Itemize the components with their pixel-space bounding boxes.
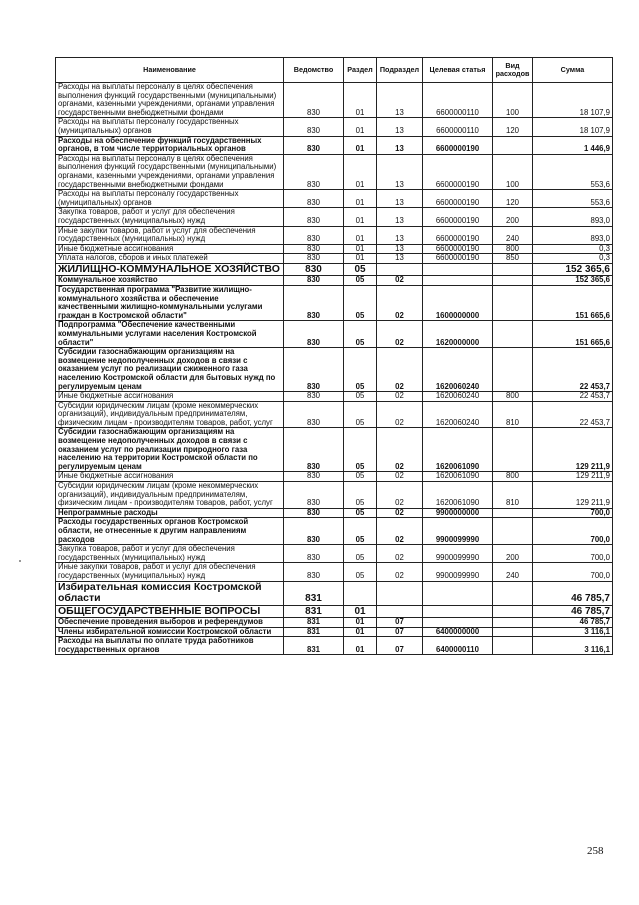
cell-type (493, 263, 533, 276)
cell-type (493, 285, 533, 320)
table-row (56, 208, 613, 226)
cell-name: Иные бюджетные ассигнования (56, 392, 284, 402)
cell-sum: 22 453,7 (533, 401, 613, 428)
cell-subsection (377, 581, 423, 605)
cell-name: Обеспечение проведения выборов и референдумов (56, 618, 284, 628)
cell-type: 120 (493, 118, 533, 136)
table-row (56, 83, 613, 118)
cell-target: 1620060240 (423, 401, 493, 428)
cell-sum: 22 453,7 (533, 348, 613, 392)
cell-subsection: 07 (377, 627, 423, 637)
cell-sum: 700,0 (533, 508, 613, 518)
cell-sum: 553,6 (533, 154, 613, 189)
cell-dept: 830 (284, 254, 344, 264)
cell-subsection: 02 (377, 518, 423, 545)
cell-subsection: 07 (377, 618, 423, 628)
cell-name: Закупка товаров, работ и услуг для обеспечения государственных (муниципальных) нужд (56, 208, 284, 226)
cell-type (493, 637, 533, 655)
cell-target: 1620061090 (423, 428, 493, 472)
cell-target: 1620061090 (423, 472, 493, 482)
cell-name: Иные закупки товаров, работ и услуг для обеспечения государственных (муниципальных) нужд (56, 226, 284, 244)
cell-dept: 830 (284, 263, 344, 276)
cell-section: 05 (344, 401, 377, 428)
cell-subsection (377, 605, 423, 618)
cell-subsection: 13 (377, 118, 423, 136)
cell-sum: 0,3 (533, 254, 613, 264)
cell-subsection: 02 (377, 285, 423, 320)
cell-section: 05 (344, 276, 377, 286)
cell-subsection (377, 263, 423, 276)
cell-section: 05 (344, 518, 377, 545)
cell-name: Расходы на выплаты персоналу государственных (муниципальных) органов (56, 190, 284, 208)
cell-name: Члены избирательной комиссии Костромской области (56, 627, 284, 637)
table-row (56, 118, 613, 136)
cell-sum: 152 365,6 (533, 276, 613, 286)
cell-section: 01 (344, 605, 377, 618)
cell-section: 05 (344, 321, 377, 348)
cell-sum: 700,0 (533, 518, 613, 545)
cell-name: Подпрограмма "Обеспечение качественными коммунальными услугами населения Костромской области" (56, 321, 284, 348)
cell-dept: 831 (284, 605, 344, 618)
cell-name: Расходы на выплаты по оплате труда работников государственных органов (56, 637, 284, 655)
cell-sum: 18 107,9 (533, 118, 613, 136)
table-row (56, 605, 613, 618)
table-body (56, 83, 613, 655)
cell-section: 01 (344, 254, 377, 264)
cell-type (493, 605, 533, 618)
cell-type (493, 581, 533, 605)
cell-dept: 830 (284, 208, 344, 226)
cell-type (493, 618, 533, 628)
cell-name: Субсидии юридическим лицам (кроме некоммерческих организаций), индивидуальным предпринимателям, физическим лицам - производителям товаров, работ, услуг (56, 401, 284, 428)
cell-dept: 830 (284, 226, 344, 244)
cell-section: 01 (344, 154, 377, 189)
table-row (56, 348, 613, 392)
header-subsection: Подраздел (377, 58, 423, 83)
cell-section: 05 (344, 263, 377, 276)
table-row (56, 518, 613, 545)
cell-dept: 830 (284, 428, 344, 472)
cell-sum: 152 365,6 (533, 263, 613, 276)
cell-dept: 830 (284, 136, 344, 154)
table-row (56, 637, 613, 655)
table-row (56, 285, 613, 320)
cell-name: Расходы на обеспечение функций государственных органов, в том числе территориальных органов (56, 136, 284, 154)
cell-name: Расходы на выплаты персоналу в целях обеспечения выполнения функций государственными (муниципальными) органами, казенными учреждениями, органами управления государственными внебюджетными фондами (56, 83, 284, 118)
cell-sum: 0,3 (533, 244, 613, 254)
cell-subsection: 02 (377, 563, 423, 581)
cell-target: 6600000190 (423, 244, 493, 254)
cell-dept: 830 (284, 118, 344, 136)
table-row (56, 428, 613, 472)
cell-section: 01 (344, 83, 377, 118)
cell-target: 9900099990 (423, 518, 493, 545)
table-row (56, 563, 613, 581)
cell-subsection: 02 (377, 392, 423, 402)
table-row (56, 263, 613, 276)
cell-name: Избирательная комиссия Костромской области (56, 581, 284, 605)
table-row (56, 401, 613, 428)
cell-sum: 46 785,7 (533, 618, 613, 628)
cell-dept: 830 (284, 392, 344, 402)
cell-name: Коммунальное хозяйство (56, 276, 284, 286)
cell-section: 05 (344, 285, 377, 320)
cell-target: 1620000000 (423, 321, 493, 348)
cell-section: 05 (344, 563, 377, 581)
cell-sum: 18 107,9 (533, 83, 613, 118)
cell-sum: 700,0 (533, 545, 613, 563)
table-row (56, 321, 613, 348)
cell-name: Непрограммные расходы (56, 508, 284, 518)
cell-type: 850 (493, 254, 533, 264)
cell-type: 100 (493, 154, 533, 189)
cell-sum: 151 665,6 (533, 321, 613, 348)
cell-section: 05 (344, 348, 377, 392)
cell-sum: 3 116,1 (533, 627, 613, 637)
cell-name: ОБЩЕГОСУДАРСТВЕННЫЕ ВОПРОСЫ (56, 605, 284, 618)
cell-sum: 22 453,7 (533, 392, 613, 402)
cell-target: 6600000190 (423, 208, 493, 226)
cell-target: 6600000190 (423, 136, 493, 154)
cell-subsection: 02 (377, 348, 423, 392)
cell-subsection: 13 (377, 154, 423, 189)
cell-type (493, 276, 533, 286)
cell-type (493, 518, 533, 545)
cell-dept: 830 (284, 563, 344, 581)
cell-subsection: 02 (377, 482, 423, 509)
cell-target (423, 276, 493, 286)
cell-sum: 129 211,9 (533, 428, 613, 472)
cell-subsection: 02 (377, 321, 423, 348)
header-section: Раздел (344, 58, 377, 83)
cell-dept: 830 (284, 545, 344, 563)
cell-section: 01 (344, 244, 377, 254)
cell-subsection: 02 (377, 472, 423, 482)
cell-name: Государственная программа "Развитие жилищно-коммунального хозяйства и обеспечение качественными жилищно-коммунальными услугами граждан в Костромской области" (56, 285, 284, 320)
cell-sum: 129 211,9 (533, 472, 613, 482)
cell-name: Иные бюджетные ассигнования (56, 472, 284, 482)
cell-dept: 831 (284, 627, 344, 637)
cell-sum: 700,0 (533, 563, 613, 581)
cell-type: 800 (493, 472, 533, 482)
table-row (56, 618, 613, 628)
table-row (56, 190, 613, 208)
table-row (56, 254, 613, 264)
cell-type: 800 (493, 392, 533, 402)
table-row (56, 392, 613, 402)
cell-section: 05 (344, 392, 377, 402)
table-row (56, 482, 613, 509)
cell-target: 6600000190 (423, 254, 493, 264)
cell-sum: 151 665,6 (533, 285, 613, 320)
cell-name: ЖИЛИЩНО-КОММУНАЛЬНОЕ ХОЗЯЙСТВО (56, 263, 284, 276)
cell-dept: 830 (284, 244, 344, 254)
cell-name: Субсидии юридическим лицам (кроме некоммерческих организаций), индивидуальным предпринимателям, физическим лицам - производителям товаров, работ, услуг (56, 482, 284, 509)
table-row (56, 545, 613, 563)
cell-section: 01 (344, 637, 377, 655)
cell-subsection: 07 (377, 637, 423, 655)
cell-sum: 129 211,9 (533, 482, 613, 509)
cell-type: 800 (493, 244, 533, 254)
cell-target (423, 618, 493, 628)
header-sum: Сумма (533, 58, 613, 83)
cell-name: Расходы на выплаты персоналу в целях обеспечения выполнения функций государственными (муниципальными) органами, казенными учреждениями, органами управления государственными внебюджетными фондами (56, 154, 284, 189)
cell-section: 05 (344, 482, 377, 509)
cell-dept: 831 (284, 618, 344, 628)
cell-dept: 830 (284, 348, 344, 392)
cell-target: 6600000190 (423, 154, 493, 189)
cell-target: 9900099990 (423, 545, 493, 563)
cell-target: 6400000110 (423, 637, 493, 655)
cell-target: 1600000000 (423, 285, 493, 320)
cell-dept: 831 (284, 637, 344, 655)
cell-name: Закупка товаров, работ и услуг для обеспечения государственных (муниципальных) нужд (56, 545, 284, 563)
cell-type (493, 348, 533, 392)
cell-name: Уплата налогов, сборов и иных платежей (56, 254, 284, 264)
cell-type (493, 321, 533, 348)
cell-section: 01 (344, 190, 377, 208)
cell-name: Иные бюджетные ассигнования (56, 244, 284, 254)
cell-dept: 830 (284, 83, 344, 118)
cell-dept: 830 (284, 472, 344, 482)
cell-type: 810 (493, 482, 533, 509)
cell-type: 240 (493, 563, 533, 581)
cell-type (493, 508, 533, 518)
scan-speck (19, 560, 21, 562)
cell-name: Иные закупки товаров, работ и услуг для обеспечения государственных (муниципальных) нужд (56, 563, 284, 581)
cell-subsection: 13 (377, 244, 423, 254)
table-row (56, 226, 613, 244)
cell-type: 810 (493, 401, 533, 428)
cell-type: 200 (493, 208, 533, 226)
cell-target: 6600000110 (423, 83, 493, 118)
header-name: Наименование (56, 58, 284, 83)
cell-name: Субсидии газоснабжающим организациям на возмещение недополученных доходов в связи с оказанием услуг по реализации природного газа населению на территории Костромской области по регулируемым ценам (56, 428, 284, 472)
budget-table (55, 57, 613, 655)
cell-sum: 893,0 (533, 208, 613, 226)
cell-target: 6400000000 (423, 627, 493, 637)
cell-section: 01 (344, 226, 377, 244)
header-dept: Ведомство (284, 58, 344, 83)
header-row (56, 58, 613, 83)
cell-subsection: 13 (377, 83, 423, 118)
cell-subsection: 02 (377, 276, 423, 286)
cell-section: 01 (344, 618, 377, 628)
cell-type (493, 627, 533, 637)
header-type: Вид расходов (493, 58, 533, 83)
cell-type: 200 (493, 545, 533, 563)
cell-section: 01 (344, 208, 377, 226)
cell-section: 05 (344, 545, 377, 563)
cell-type: 100 (493, 83, 533, 118)
cell-name: Расходы государственных органов Костромской области, не отнесенные к другим направлениям расходов (56, 518, 284, 545)
cell-target (423, 605, 493, 618)
cell-dept: 830 (284, 401, 344, 428)
cell-section: 05 (344, 428, 377, 472)
cell-dept: 830 (284, 190, 344, 208)
cell-subsection: 02 (377, 545, 423, 563)
cell-target: 6600000190 (423, 226, 493, 244)
table-row (56, 136, 613, 154)
cell-section (344, 581, 377, 605)
cell-sum: 46 785,7 (533, 605, 613, 618)
cell-dept: 830 (284, 482, 344, 509)
cell-sum: 46 785,7 (533, 581, 613, 605)
cell-subsection: 02 (377, 428, 423, 472)
cell-subsection: 13 (377, 208, 423, 226)
cell-dept: 830 (284, 321, 344, 348)
cell-dept: 830 (284, 285, 344, 320)
cell-subsection: 02 (377, 508, 423, 518)
cell-dept: 830 (284, 154, 344, 189)
cell-target: 1620060240 (423, 392, 493, 402)
cell-name: Субсидии газоснабжающим организациям на возмещение недополученных доходов в связи с оказанием услуг по реализации сжиженного газа населению Костромской области для бытовых нужд по регулируемым ценам (56, 348, 284, 392)
cell-target: 9900000000 (423, 508, 493, 518)
cell-type: 240 (493, 226, 533, 244)
header-target: Целевая статья (423, 58, 493, 83)
cell-subsection: 13 (377, 136, 423, 154)
cell-target: 1620060240 (423, 348, 493, 392)
cell-type (493, 428, 533, 472)
table-row (56, 154, 613, 189)
cell-section: 01 (344, 627, 377, 637)
cell-subsection: 13 (377, 254, 423, 264)
cell-name: Расходы на выплаты персоналу государственных (муниципальных) органов (56, 118, 284, 136)
cell-type (493, 136, 533, 154)
cell-section: 01 (344, 118, 377, 136)
cell-target: 6600000190 (423, 190, 493, 208)
cell-target (423, 581, 493, 605)
cell-subsection: 13 (377, 226, 423, 244)
cell-type: 120 (493, 190, 533, 208)
cell-section: 01 (344, 136, 377, 154)
cell-subsection: 13 (377, 190, 423, 208)
cell-target (423, 263, 493, 276)
cell-target: 1620061090 (423, 482, 493, 509)
cell-section: 05 (344, 508, 377, 518)
cell-target: 9900099990 (423, 563, 493, 581)
table-row (56, 581, 613, 605)
cell-sum: 3 116,1 (533, 637, 613, 655)
cell-sum: 1 446,9 (533, 136, 613, 154)
cell-sum: 893,0 (533, 226, 613, 244)
cell-subsection: 02 (377, 401, 423, 428)
cell-target: 6600000110 (423, 118, 493, 136)
cell-dept: 830 (284, 276, 344, 286)
cell-dept: 831 (284, 581, 344, 605)
cell-sum: 553,6 (533, 190, 613, 208)
page-number: 258 (587, 845, 604, 857)
cell-dept: 830 (284, 508, 344, 518)
cell-dept: 830 (284, 518, 344, 545)
cell-section: 05 (344, 472, 377, 482)
